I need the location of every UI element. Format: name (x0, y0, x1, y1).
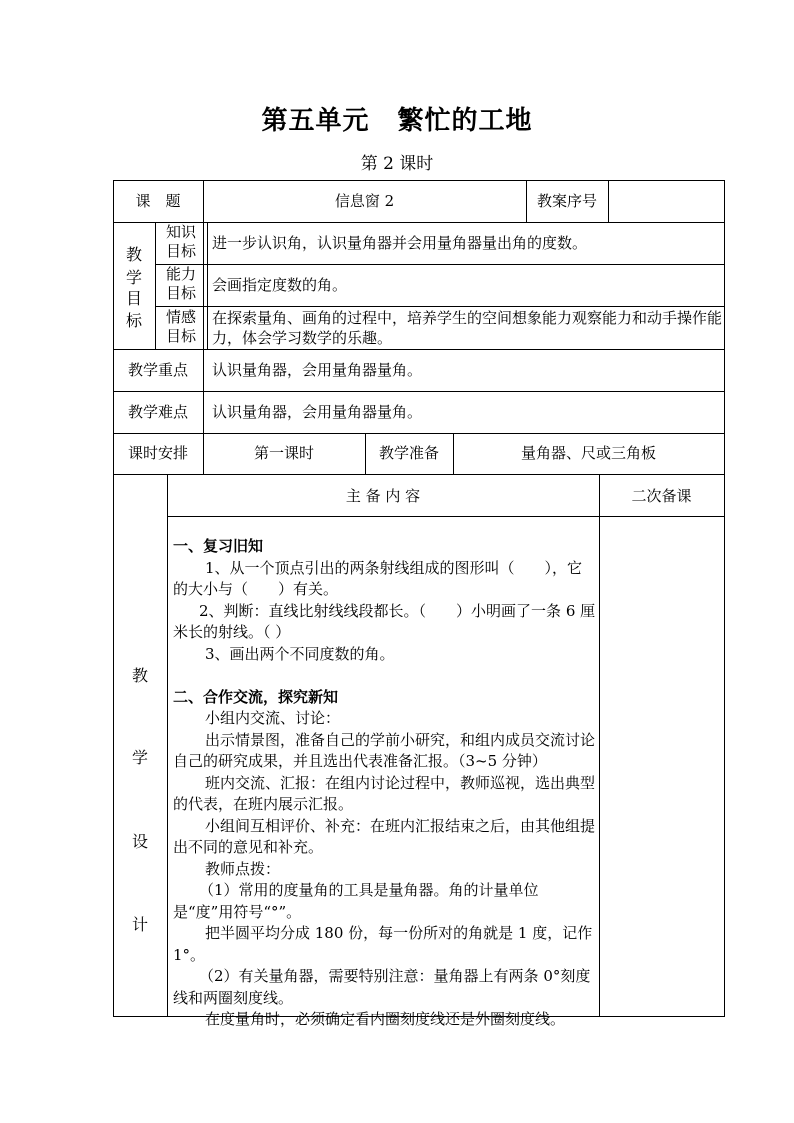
goals-char: 目 (125, 289, 142, 308)
goals-char: 标 (125, 311, 142, 330)
content-paragraph: （2）有关量角器，需要特别注意：量角器上有两条 0°刻度线和两圈刻度线。 (173, 967, 591, 1007)
schedule-value: 第一课时 (253, 444, 314, 462)
main-content-body (173, 536, 597, 1031)
blank-line (173, 665, 597, 687)
content-paragraph: 小组间互相评价、补充：在班内汇报结束之后，由其他组提出不同的意见和补充。 (173, 816, 596, 856)
knowledge-goal-text: 进一步认识角，认识量角器并会用量角器量出角的度数。 (212, 234, 588, 252)
design-char: 计 (131, 915, 148, 934)
knowledge-goal-label: 知识目标 (165, 223, 196, 260)
lesson-seq-label: 教案序号 (536, 192, 597, 210)
difficulty-text: 认识量角器，会用量角器量角。 (212, 403, 423, 421)
ability-goal-text: 会画指定度数的角。 (212, 276, 348, 294)
ability-goal-label: 能力目标 (165, 265, 196, 302)
content-paragraph: 3、画出两个不同度数的角。 (205, 644, 395, 663)
content-paragraph: 在度量角时，必须确定看内圈刻度线还是外圈刻度线。 (205, 1010, 566, 1028)
design-char: 设 (131, 832, 148, 851)
topic-label: 课 题 (135, 192, 181, 210)
design-char: 教 (131, 666, 148, 685)
title-topic: 繁忙的工地 (397, 106, 533, 136)
schedule-label: 课时安排 (127, 444, 188, 462)
content-paragraph: 把半圆平均分成 180 份，每一份所对的角就是 1 度，记作 1°。 (173, 924, 593, 964)
topic-value: 信息窗 2 (334, 192, 395, 210)
emotion-goal-text: 在探索量角、画角的过程中，培养学生的空间想象能力观察能力和动手操作能力，体会学习数学的乐趣。 (212, 309, 723, 347)
preparation-value: 量角器、尺或三角板 (520, 444, 656, 462)
goals-char: 学 (125, 268, 142, 287)
section-heading: 一、复习旧知 (173, 537, 264, 555)
emotion-goal-label: 情感目标 (165, 308, 196, 345)
content-paragraph: 班内交流、汇报：在组内讨论过程中，教师巡视，选出典型的代表，在班内展示汇报。 (173, 773, 596, 813)
key-point-text: 认识量角器，会用量角器量角。 (212, 361, 423, 379)
title-unit: 第五单元 (261, 106, 370, 136)
section-heading: 二、合作交流，探究新知 (173, 687, 339, 706)
preparation-label: 教学准备 (378, 444, 439, 462)
secondary-prep-header: 二次备课 (631, 487, 692, 505)
content-paragraph: 小组内交流、讨论： (205, 709, 341, 727)
page-title (0, 100, 794, 137)
lesson-number: 第 2 课时 (360, 154, 434, 174)
content-paragraph: 2、判断：直线比射线线段都长。（ ）小明画了一条 6 厘米长的射线。（ ） (173, 601, 596, 641)
main-content-header: 主 备 内 容 (345, 487, 421, 505)
content-paragraph: （1）常用的度量角的工具是量角器。角的计量单位是“度”用符号“°”。 (173, 881, 539, 921)
goals-char: 教 (125, 245, 142, 264)
content-paragraph: 教师点拨： (205, 859, 281, 878)
key-point-label: 教学重点 (127, 361, 188, 379)
design-char: 学 (131, 748, 148, 767)
content-paragraph: 出示情景图，准备自己的学前小研究，和组内成员交流讨论自己的研究成果，并且选出代表准备汇报。（3~5 分钟） (173, 730, 596, 770)
difficulty-label: 教学难点 (127, 403, 188, 421)
content-paragraph: 1、从一个顶点引出的两条射线组成的图形叫（ ），它的大小与（ ）有关。 (173, 558, 583, 598)
